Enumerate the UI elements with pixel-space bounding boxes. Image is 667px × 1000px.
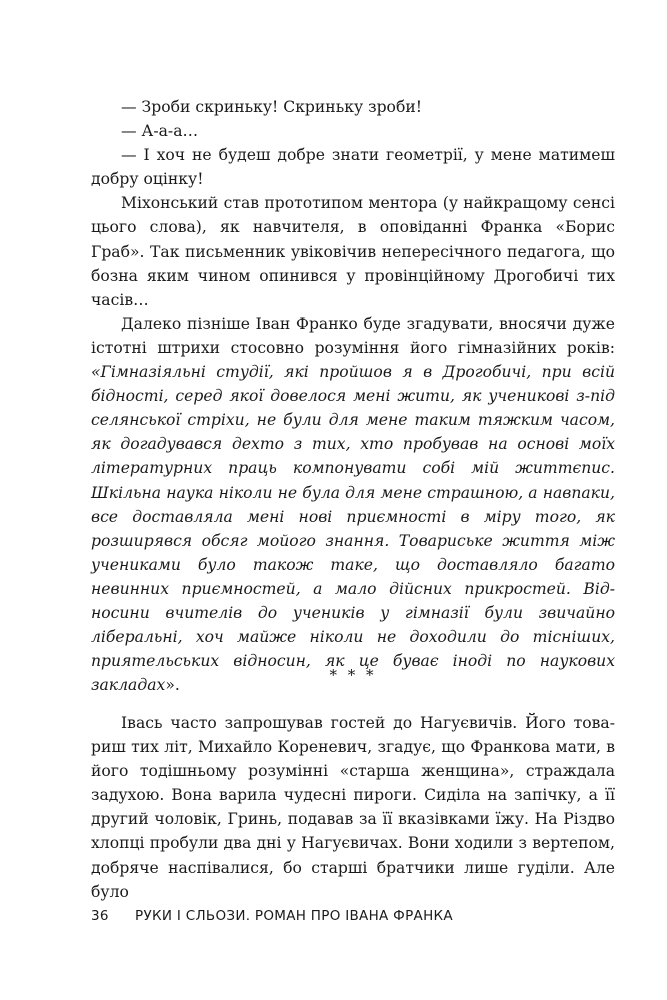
main-text-bottom: [91, 711, 615, 904]
paragraph: Івась часто запрошував гостей до Нагуєвичів. Його товариш тих літ, Михайло Кореневич, згадує, що Франкова мати, в його тодішньому розумінні «старша женщина», страждала задухою. Вона варила чудесні пироги. Сиділа на запічку, а її другий чоловік, Гринь, подавав за її вказівками їжу. На Різдво хлопці пробули два дні у Нагуєвичах. Вони ходили з вертепом, добряче наспівалися, бо старші братчики лише гуділи. Але було: [91, 714, 615, 901]
quote-end: ».: [165, 676, 180, 695]
page-footer: [91, 908, 615, 924]
paragraph: Міхонський став прототипом ментора (у найкращому сенсі цього слова), як навчителя, в оповіданні Франка «Борис Граб». Так письменник увіковічив непересічного педагога, що бозна яким чином опинився у провінційному Дрогобичі тих часів…: [91, 194, 615, 309]
main-text-top: [91, 95, 615, 697]
running-title: РУКИ І СЛЬОЗИ. РОМАН ПРО ІВАНА ФРАНКА: [135, 908, 453, 924]
franko-quote: «Гімназіяльні студії, які пройшов я в Дрогобичі, при всій бідності, серед якої довелося мені жити, як ученикові з-під селянської стріхи, не були для мене таким тяжким часом, як догадувався дехто з тих, хто пробував на основі моїх літературних праць компонувати собі мій життєпис. Шкільна наука ніколи не була для мене страшною, а навпаки, все доставляла мені нові приємності в міру того, як розширявся обсяг мойого знання. Товариське життя між учениками було також таке, що доставляло багато невинних приємностей, а мало дійсних прикростей. Відносини вчителів до учеників у гімназії були звичайно ліберальні, хоч майже ніколи не доходили до тісніших, приятельських відносин, як це буває іноді по наукових закладах: [91, 363, 615, 695]
page-number: 36: [91, 908, 109, 924]
paragraph-intro: Далеко пізніше Іван Франко буде згадувати, вносячи дуже істотні штрихи стосовно розуміння його гімназійних років:: [91, 314, 615, 357]
paragraph-with-quote: [91, 312, 615, 698]
dialogue-line: — Зроби скриньку! Скриньку зроби!: [121, 98, 422, 116]
dialogue-line: — А-а-а…: [121, 122, 199, 141]
dialogue-line: — І хоч не будеш добре знати геометрії, у мене матимеш добру оцінку!: [91, 146, 615, 189]
section-separator: * * *: [329, 666, 377, 684]
